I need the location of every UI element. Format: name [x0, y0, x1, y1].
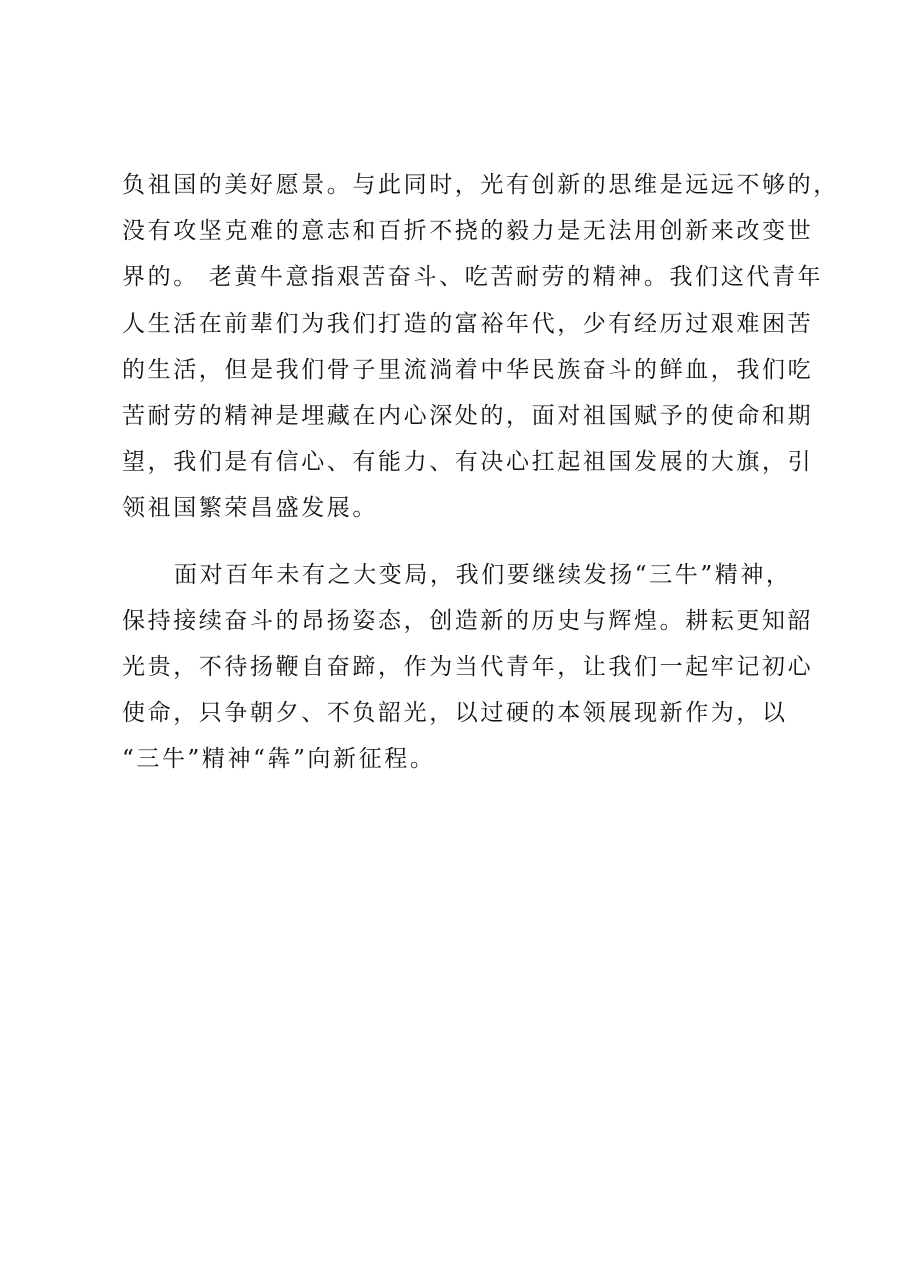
text-line: 苦耐劳的精神是埋藏在内心深处的，面对祖国赋予的使命和期 [122, 402, 814, 429]
text-line: 没有攻坚克难的意志和百折不挠的毅力是无法用创新来改变世 [122, 218, 814, 245]
paragraph-1 [122, 162, 839, 532]
paragraph-spacing [122, 532, 812, 552]
document-body [122, 162, 839, 782]
text-line: 的生活，但是我们骨子里流淌着中华民族奋斗的鲜血，我们吃 [122, 356, 814, 383]
text-line: 人生活在前辈们为我们打造的富裕年代，少有经历过艰难困苦 [122, 310, 814, 337]
paragraph-2 [122, 552, 812, 783]
text-line: 领祖国繁荣昌盛发展。 [122, 495, 378, 522]
text-line: 界的。 老黄牛意指艰苦奋斗、吃苦耐劳的精神。我们这代青年 [122, 264, 824, 291]
text-line: 负祖国的美好愿景。与此同时，光有创新的思维是远远不够的， [122, 172, 839, 198]
text-line: 保持接续奋斗的昂扬姿态，创造新的历史与辉煌。耕耘更知韶 [122, 607, 814, 634]
text-line: 光贵，不待扬鞭自奋蹄，作为当代青年，让我们一起牢记初心 [122, 653, 814, 680]
text-line-first-indented: 面对百年未有之大变局，我们要继续发扬“三牛”精神， [174, 561, 792, 588]
text-line: 使命，只争朝夕、不负韶光，以过硬的本领展现新作为，以 [122, 700, 788, 727]
text-line: 望，我们是有信心、有能力、有决心扛起祖国发展的大旗，引 [122, 449, 814, 476]
text-line: “三牛”精神“犇”向新征程。 [122, 746, 436, 773]
